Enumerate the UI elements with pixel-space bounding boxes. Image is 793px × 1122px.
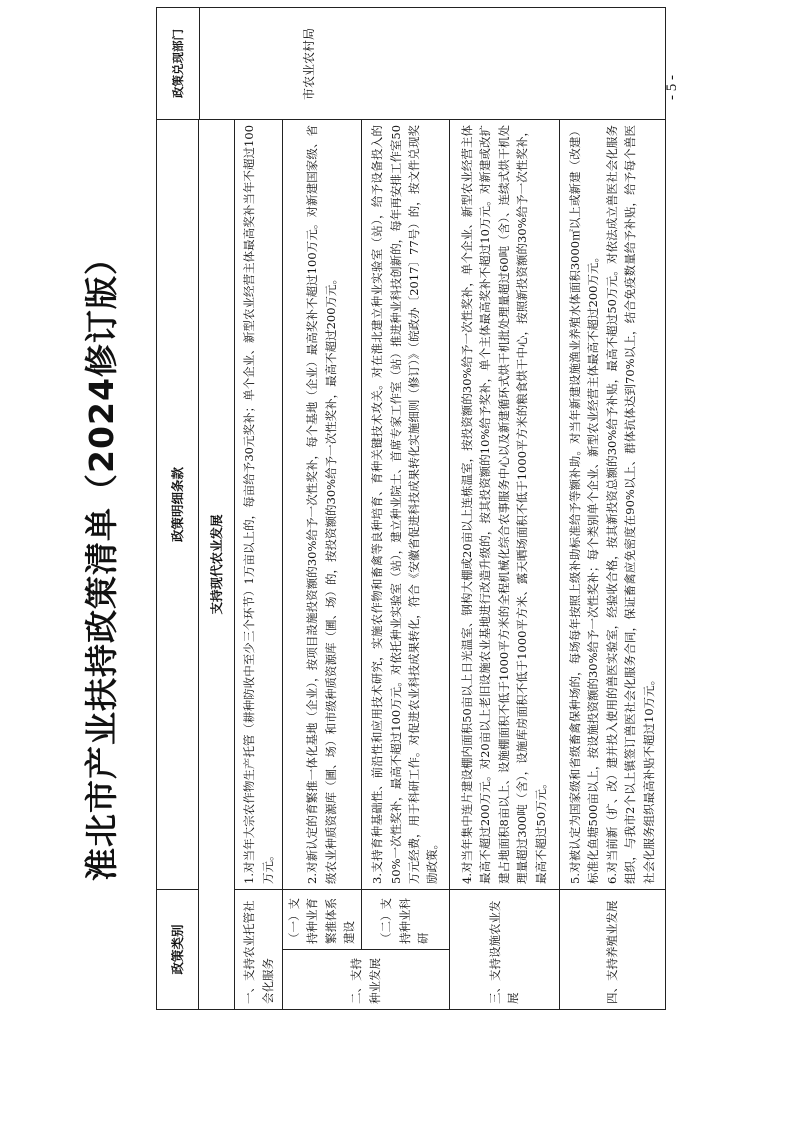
page-title: 淮北市产业扶持政策清单（2024修订版） [82,241,121,881]
policy-item: 5.对被认定为国家级和省级畜禽保种场的，每场每年按照上级补助标准给予等额补助。对当年新建设施渔业养殖水体面积3000㎡以上或新建（改建）标准化鱼塘500亩以上，按设施投资额的30%给予一次性奖补；每个类别单个企业、新型农业经营主体最高不超过200万元。 [568,124,601,884]
category-level1: 三、支持设施农业发展 [449,889,559,1009]
policy-item: 6.对当前新（扩、改）建并投入使用的兽医实验室，经验收合格，按其新投资总额的30%给予补贴，最高不超过50万元。对依法成立兽医社会化服务组织，与我市2个以上镇签订兽医社会化服务合同，保证畜禽应免密度在90%以上、群体抗体达到70%以上，结合免疫数量给予补贴，给予每个兽医社会化服务组织最高补贴不超过10万元。 [604,124,656,884]
category-level1: 一、支持农业托管社会化服务 [235,889,283,1009]
table-row [283,7,362,1009]
header-department-cell [157,7,666,119]
header-department: 政策兑现部门 [157,8,200,119]
category-level1: 四、支持养殖业发展 [559,889,665,1009]
policy-table [156,7,666,1010]
section-row [199,7,235,1009]
section-title: 支持现代农业发展 [199,119,235,1009]
policy-item: 4.对当年集中连片建设棚内面积50亩以上日光温室、钢构大棚或20亩以上连栋温室，按投资额的30%给予一次性奖补，单个企业、新型农业经营主体最高不超过200万元。对20亩以上老旧设施农业基地进行改造升级的，按其投资额的10%给予奖补，单个主体最高奖补不超过10万元。对新建或改扩建占地面积8亩以上、设施棚面积不低于1000平方米的全程机械化综合农事服务中心以及新建循环式烘干机批处理量超过60吨（含）、连续式烘干机处理量超过300吨（含），设施库房面积不低于1000平方米、露天晒场面积不低于1000平方米的粮食烘干中心，按照新投资额的30%给予一次性奖补，最高不超过50万元。 [460,124,548,884]
table-row [235,7,283,1009]
category-level2: （二）支持种业科研 [361,889,449,949]
table-row [361,7,449,1009]
page-number: - 5 - [664,75,680,100]
policy-item: 2.对新认定的育繁推一体化基地（企业），按项目設施投资额的30%给予一次性奖补，每个基地（企业）最高奖补不超过100万元。对新建国家级、省级农业种质资源库（圃、场）和市级种质资源库（圃、场）的，按投资额的30%给予一次性奖补，最高不超过200万元。 [305,124,338,884]
policy-detail [559,119,665,889]
category-level1: 二、支持种业发展 [283,950,450,1010]
department-name: 市农业农村局 [302,28,316,101]
table-row [449,7,559,1009]
policy-item: 1.对当年大宗农作物生产托管（耕种防收中至少三个环节）1万亩以上的，每亩给予30元奖补；单个企业、新型农业经营主体最高奖补当年不超过100万元。 [242,124,275,884]
policy-detail [449,119,559,889]
policy-detail [361,119,449,889]
header-category: 政策类别 [157,889,199,1009]
table-header-row [157,7,199,1009]
category-level2: （一）支持种业育繁推体系建设 [283,889,362,949]
policy-detail [235,119,283,889]
header-detail: 政策明细条款 [157,119,199,889]
policy-detail [283,119,362,889]
table-row [559,7,665,1009]
policy-item: 3.支持育种基础性、前沿性和应用技术研究，实施农作物和畜禽等良种培育、育种关键技术攻关。对在淮北建立种业实验室（站），给予设备投入的50%一次性奖补，最高不超过100万元。对依托种业实验室（站），建立种业院士、首席专家工作室（站）推进种业科技创新的，每年再安排工作室50万元经费，用于科研工作。对促进农业科技成果转化，符合《安徽省促进科技成果转化实施细则（修订）》（皖政办〔2017〕77号）的，按文件兑现奖励政策。 [370,124,440,884]
